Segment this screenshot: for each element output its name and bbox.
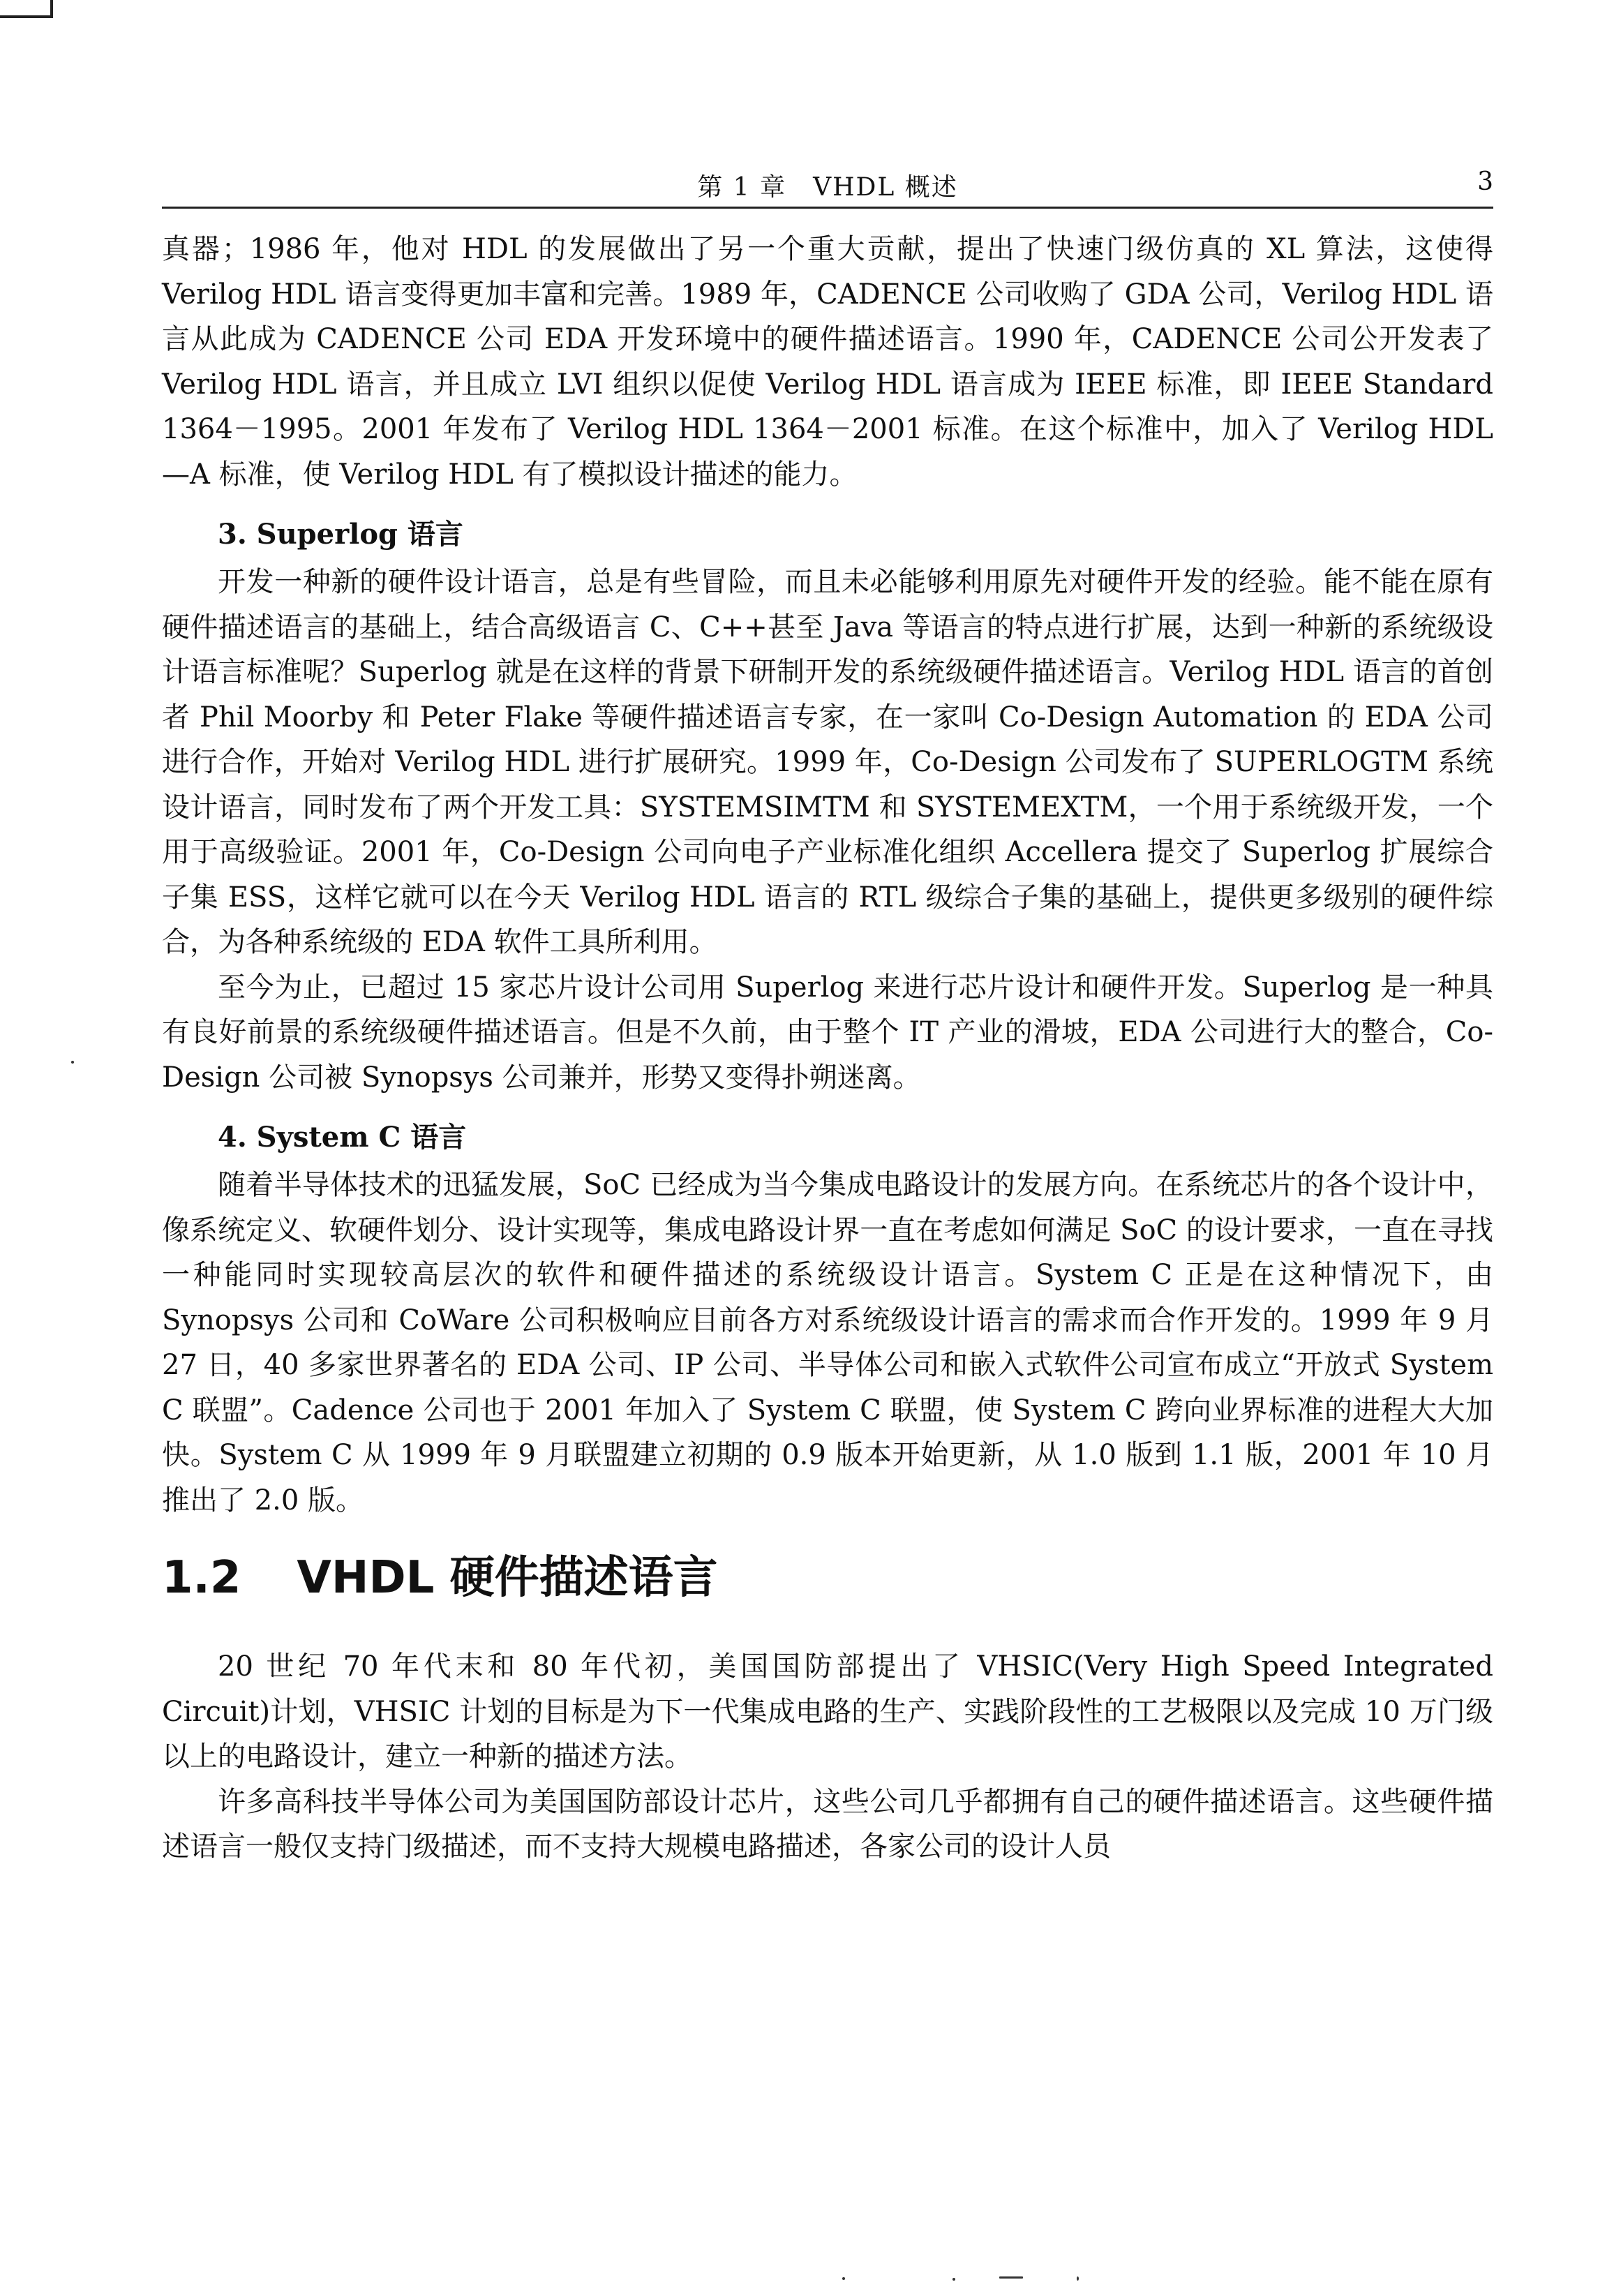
scan-speck <box>952 2278 955 2281</box>
paragraph-systemc: 随着半导体技术的迅猛发展，SoC 已经成为当今集成电路设计的发展方向。在系统芯片的各个设计中，像系统定义、软硬件划分、设计实现等，集成电路设计界一直在考虑如何满足 SoC 的设计要求，一直在寻找一种能同时实现较高层次的软件和硬件描述的系统级设计语言。System C 正是在这种情况下，由 Synopsys 公司和 CoWare 公司积极响应目前各方对系统级设计语言的需求而合作开发的。1999 年 9 月 27 日，40 多家世界著名的 EDA 公司、IP 公司、半导体公司和嵌入式软件公司宣布成立“开放式 System C 联盟”。Cadence 公司也于 2001 年加入了 System C 联盟，使 System C 跨向业界标准的进程大大加快。System C 从 1999 年 9 月联盟建立初期的 0.9 版本开始更新，从 1.0 版到 1.1 版，2001 年 10 月推出了 2.0 版。 <box>162 1169 1493 1516</box>
paragraph-verilog-history: 真器；1986 年，他对 HDL 的发展做出了另一个重大贡献，提出了快速门级仿真的 XL 算法，这使得 Verilog HDL 语言变得更加丰富和完善。1989 年，CADENCE 公司收购了 GDA 公司，Verilog HDL 语言从此成为 CADENCE 公司 EDA 开发环境中的硬件描述语言。1990 年，CADENCE 公司公开发表了 Verilog HDL 语言，并且成立 LVI 组织以促使 Verilog HDL 语言成为 IEEE 标准，即 IEEE Standard 1364－1995。2001 年发布了 Verilog HDL 1364－2001 标准。在这个标准中，加入了 Verilog HDL—A 标准，使 Verilog HDL 有了模拟设计描述的能力。 <box>162 233 1493 491</box>
book-page <box>162 167 1493 1870</box>
subsection-heading-systemc: 4. System C 语言 <box>218 1121 467 1154</box>
chapter-title: 第 1 章 VHDL 概述 <box>697 173 958 202</box>
scan-corner-mark <box>50 0 53 18</box>
scan-corner-mark <box>0 15 52 18</box>
section-number: 1.2 <box>162 1552 241 1604</box>
scan-speck <box>842 2277 845 2280</box>
paragraph-superlog-status: 至今为止，已超过 15 家芯片设计公司用 Superlog 来进行芯片设计和硬件开发。Superlog 是一种具有良好前景的系统级硬件描述语言。但是不久前，由于整个 IT 产业的滑坡，EDA 公司进行大的整合，Co-Design 公司被 Synopsys 公司兼并，形势又变得扑朔迷离。 <box>162 971 1493 1094</box>
scan-speck <box>1077 2276 1079 2281</box>
page-number: 3 <box>1477 167 1493 196</box>
scan-speck <box>999 2276 1023 2279</box>
subsection-heading-superlog: 3. Superlog 语言 <box>218 518 463 551</box>
paragraph-vhsic: 20 世纪 70 年代末和 80 年代初，美国国防部提出了 VHSIC(Very High Speed Integrated Circuit)计划，VHSIC 计划的目标是为下一代集成电路的生产、实践阶段性的工艺极限以及完成 10 万门级以上的电路设计，建立一种新的描述方法。 <box>162 1650 1493 1773</box>
section-title: VHDL 硬件描述语言 <box>297 1552 718 1604</box>
running-header <box>162 167 1493 209</box>
paragraph-superlog-intro: 开发一种新的硬件设计语言，总是有些冒险，而且未必能够利用原先对硬件开发的经验。能不能在原有硬件描述语言的基础上，结合高级语言 C、C++甚至 Java 等语言的特点进行扩展，达到一种新的系统级设计语言标准呢？Superlog 就是在这样的背景下研制开发的系统级硬件描述语言。Verilog HDL 语言的首创者 Phil Moorby 和 Peter Flake 等硬件描述语言专家，在一家叫 Co-Design Automation 的 EDA 公司进行合作，开始对 Verilog HDL 进行扩展研究。1999 年，Co-Design 公司发布了 SUPERLOGTM 系统设计语言，同时发布了两个开发工具：SYSTEMSIMTM 和 SYSTEMEXTM，一个用于系统级开发，一个用于高级验证。2001 年，Co-Design 公司向电子产业标准化组织 Accellera 提交了 Superlog 扩展综合子集 ESS，这样它就可以在今天 Verilog HDL 语言的 RTL 级综合子集的基础上，提供更多级别的硬件综合，为各种系统级的 EDA 软件工具所利用。 <box>162 566 1493 958</box>
section-heading <box>162 1546 1493 1609</box>
paragraph-hdl-companies: 许多高科技半导体公司为美国国防部设计芯片，这些公司几乎都拥有自己的硬件描述语言。这些硬件描述语言一般仅支持门级描述，而不支持大规模电路描述，各家公司的设计人员 <box>162 1785 1493 1863</box>
scan-speck <box>71 1061 74 1064</box>
